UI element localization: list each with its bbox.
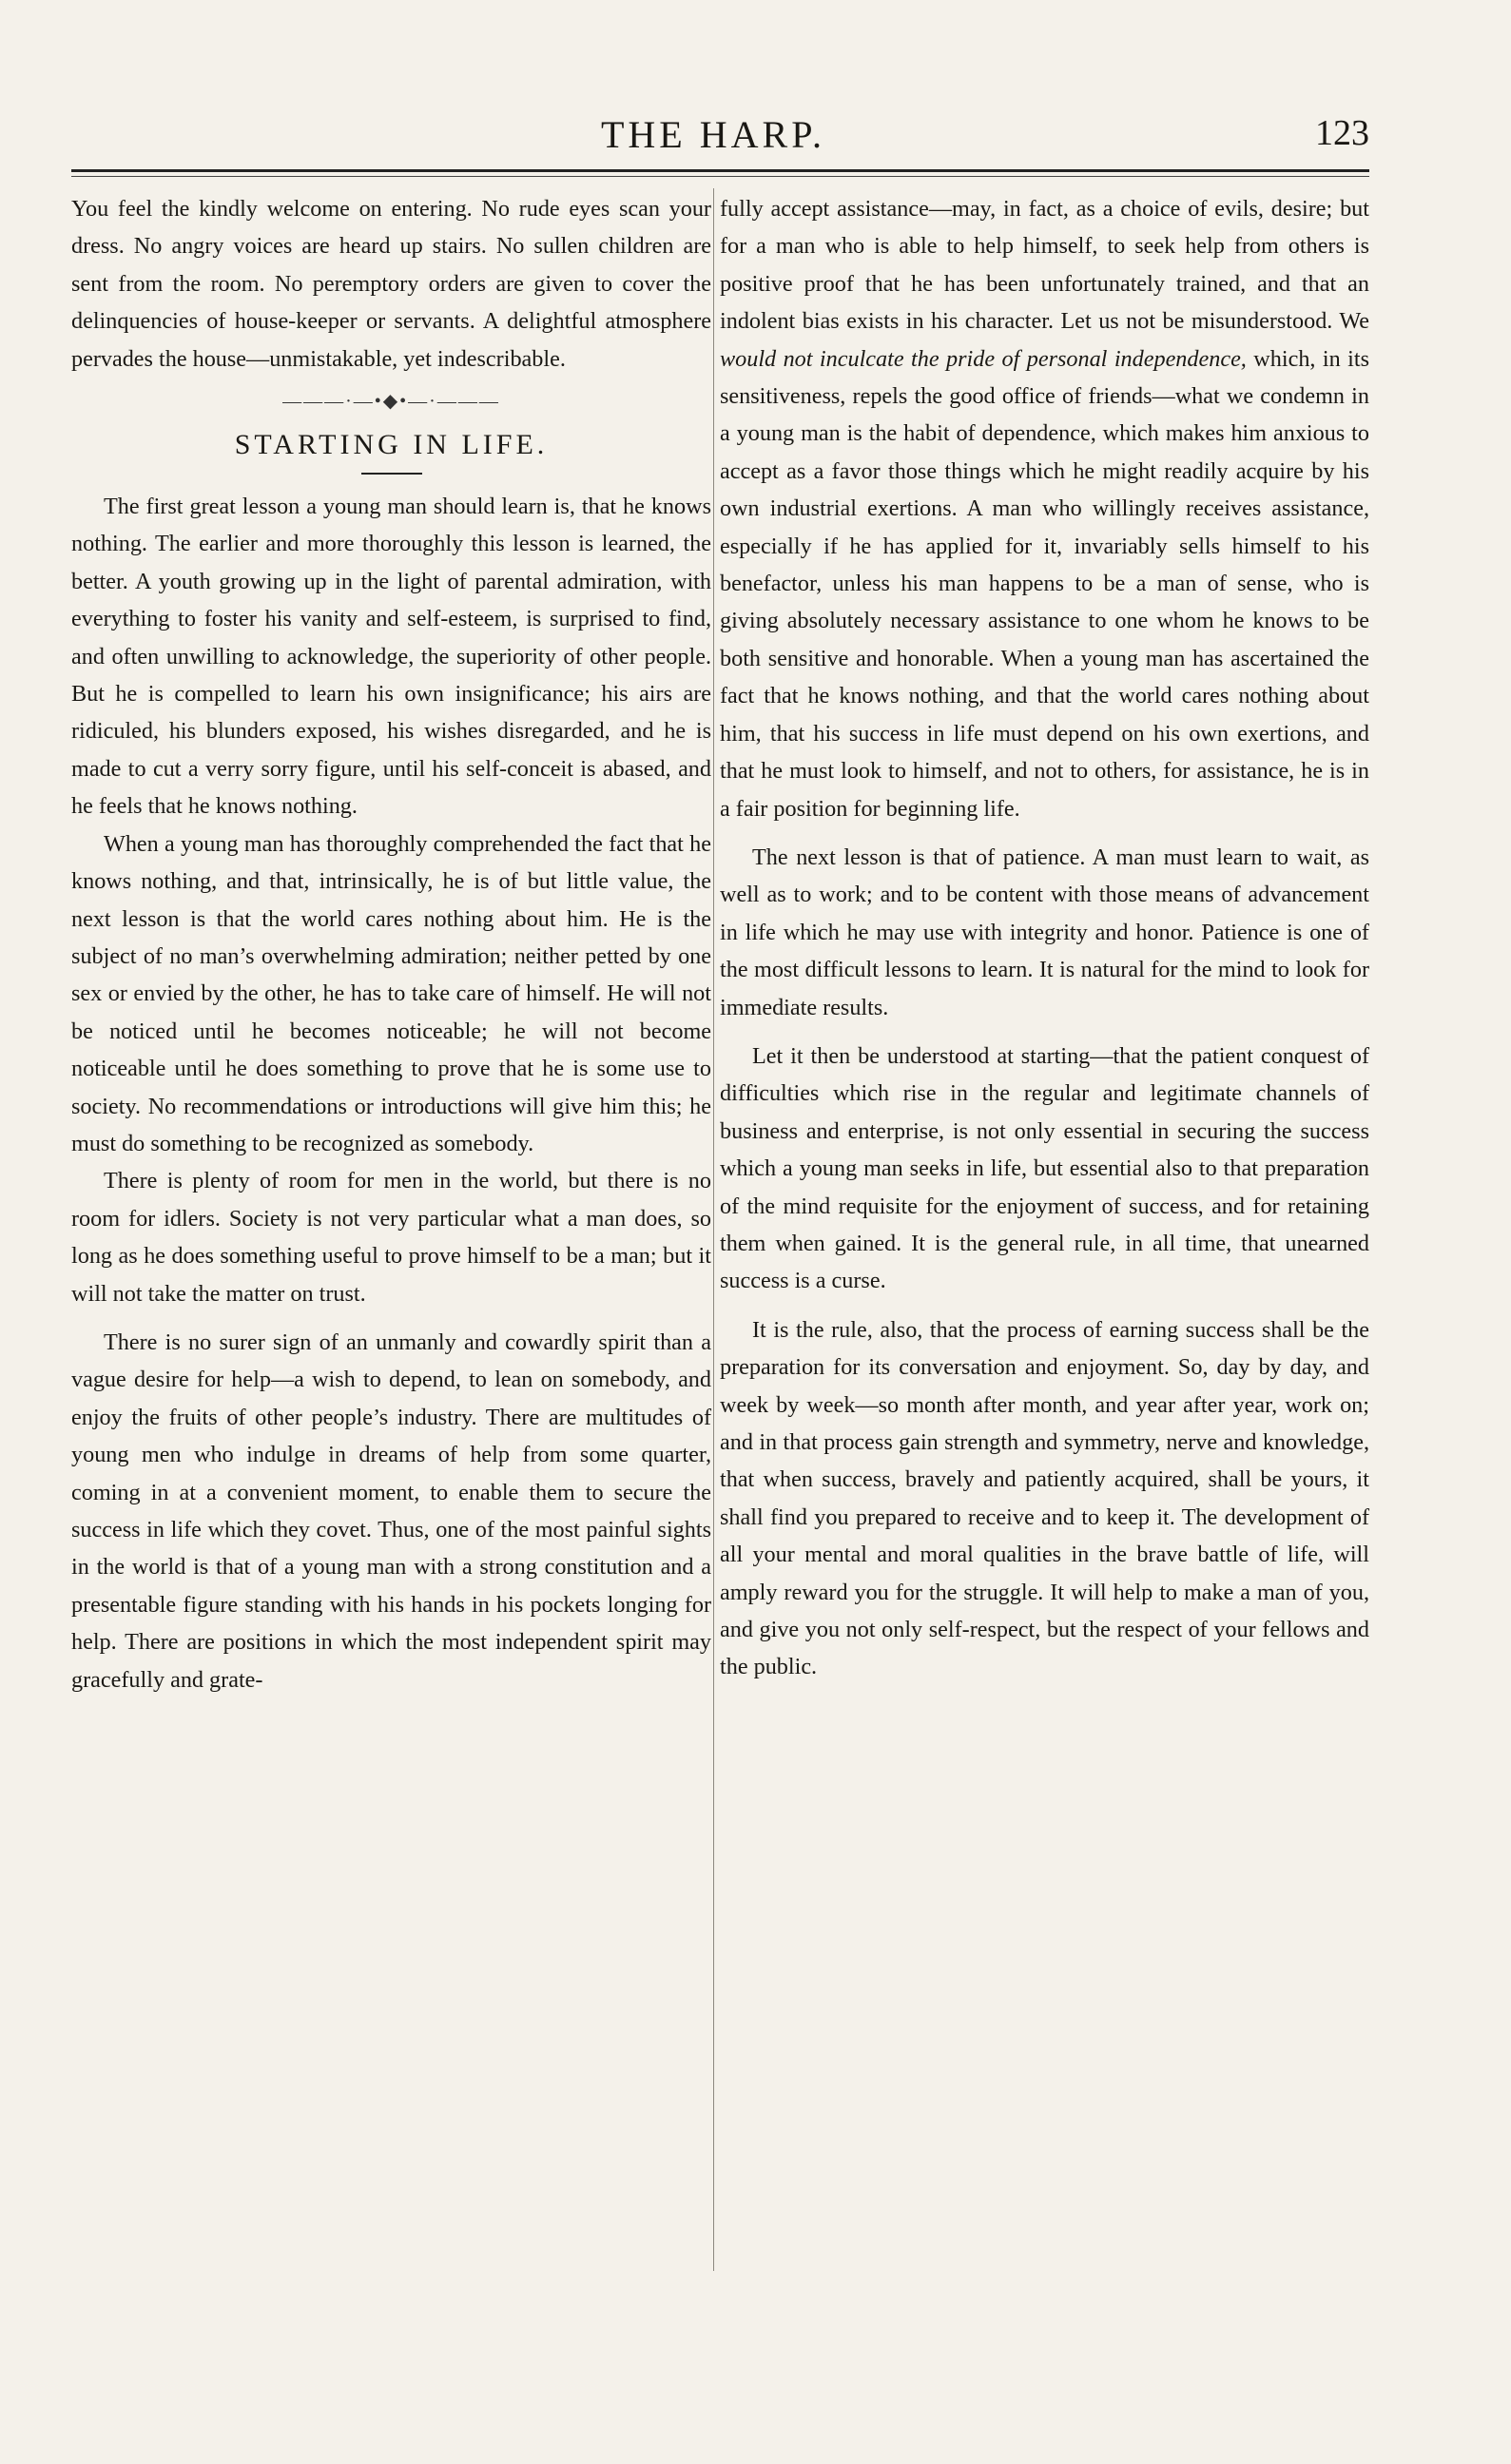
- section-title: STARTING IN LIFE.: [234, 429, 549, 461]
- paragraph: When a young man has thoroughly comprehended the fact that he knows nothing, and that, intrinsically, he is of but little value, the next lesson is that the world cares nothing about him. He is the subject of no man’s overwhelming admiration; neither petted by one sex or envied by the other, he has to take care of himself. He will not be noticed until he becomes noticeable; he will not become noticeable until he does something to prove that he is some use to society. No recommendations or introductions will give him this; he must do something to be recognized as somebody.: [71, 830, 711, 1156]
- italic-phrase: would not inculcate the pride of personal independence,: [720, 345, 1247, 372]
- paragraph: The next lesson is that of patience. A man must learn to wait, as well as to work; and to be content with those means of advancement in life which he may use with integrity and honor. Patience is one of the most difficult lessons to learn. It is natural for the mind to look for immediate results.: [720, 844, 1369, 1020]
- column-divider: [713, 188, 714, 2271]
- paragraph-text: fully accept assistance—may, in fact, as a choice of evils, desire; but for a man who is able to help himself, to seek help from others is positive proof that he has been unfortunately trained, and that an indolent bias exists in his character. Let us not be misunderstood. We: [720, 196, 1369, 335]
- paragraph: Let it then be understood at starting—that the patient conquest of difficulties which rise in the regular and legitimate channels of business and enterprise, is not only essential in securing the success which a young man seeks in life, but essential also to that preparation of the mind requisite for the enjoyment of success, and for retaining them when gained. It is the general rule, in all time, that unearned success is a curse.: [720, 1042, 1369, 1294]
- paragraph: It is the rule, also, that the process of earning success shall be the preparation for its conversation and enjoyment. So, day by day, and week by week—so month after month, and year after year, work on; and in that process gain strength and symmetry, nerve and knowledge, that when success, bravely and patiently acquired, shall be yours, it shall find you prepared to receive and to keep it. The development of all your mental and moral qualities in the brave battle of life, will amply reward you for the struggle. It will help to make a man of you, and give you not only self-respect, but the respect of your fellows and the public.: [720, 1316, 1369, 1680]
- ornamental-divider: ———·—•◆•—·———: [282, 391, 500, 413]
- paragraph: The first great lesson a young man should learn is, that he knows nothing. The earlier and more thoroughly this lesson is learned, the better. A youth growing up in the light of parental admiration, with everything to foster his vanity and self-esteem, is surprised to find, and often unwilling to acknowledge, the superiority of other people. But he is compelled to learn his own insignificance; his airs are ridiculed, his blunders exposed, his wishes disregarded, and he is made to cut a verry sorry figure, until his self-conceit is abased, and he feels that he knows nothing.: [71, 494, 711, 820]
- page-header: [57, 105, 1369, 162]
- left-column: [71, 190, 711, 1698]
- paragraph: There is plenty of room for men in the world, but there is no room for idlers. Society is not very particular what a man does, so long as he does something useful to prove himself to be a man; but it will not take the matter on trust.: [71, 1168, 711, 1307]
- header-rule-thin: [71, 176, 1369, 177]
- running-title: THE HARP.: [600, 113, 826, 156]
- paragraph-text: which, in its sensitiveness, repels the good office of friends—what we condemn in a young man is the habit of dependence, which makes him anxious to accept as a favor those things which he might readily acquire by his own industrial exertions. A man who willingly receives assistance, especially if he has applied for it, invariably sells himself to his benefactor, unless his man happens to be a man of sense, who is giving absolutely necessary assistance to one whom he knows to be both sensitive and honorable. When a young man has ascertained the fact that he knows nothing, and that the world cares nothing about him, that his success in life must depend on his own exertions, and that he must look to himself, and not to others, for assistance, he is in a fair position for beginning life.: [720, 345, 1370, 822]
- title-rule: [361, 473, 422, 475]
- paragraph: There is no surer sign of an unmanly and cowardly spirit than a vague desire for help—a wish to depend, to lean on somebody, and enjoy the fruits of other people’s industry. There are multitudes of young men who indulge in dreams of help from some quarter, coming in at a convenient moment, to enable them to secure the success in life which they covet. Thus, one of the most painful sights in the world is that of a young man with a strong constitution and a presentable figure standing with his hands in his pockets longing for help. There are positions in which the most independent spirit may gracefully and grate-: [71, 1329, 711, 1693]
- header-rule: [71, 169, 1369, 172]
- right-column: [720, 190, 1369, 1686]
- continued-paragraph: You feel the kindly welcome on entering. No rude eyes scan your dress. No angry voices are heard up stairs. No sullen children are sent from the room. No peremptory orders are given to cover the delinquencies of house-keeper or servants. A delightful atmosphere pervades the house—unmistakable, yet indescribable.: [71, 196, 711, 372]
- page-number: 123: [1315, 113, 1369, 153]
- continued-paragraph: [720, 190, 1369, 827]
